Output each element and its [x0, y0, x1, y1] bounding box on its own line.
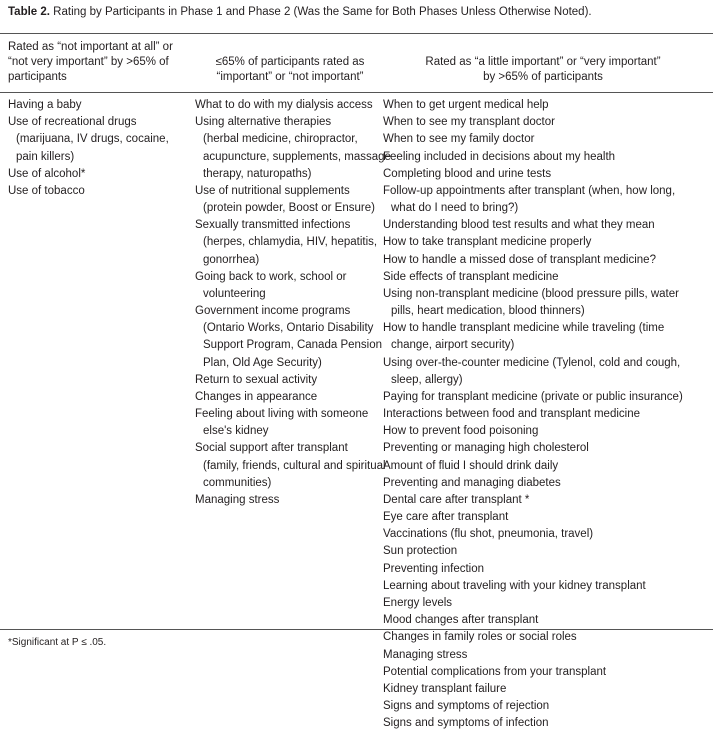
- header-line: Rated as “a little important” or “very important”: [425, 56, 661, 68]
- table-item: [8, 97, 169, 114]
- table-item: [383, 149, 683, 166]
- item-line: Amount of fluid I should drink daily: [383, 459, 559, 472]
- item-line: change, airport security): [391, 339, 515, 352]
- table-title: Rating by Participants in Phase 1 and Phase 2 (Was the Same for Both Phases Unless Otherwise Noted).: [53, 6, 592, 18]
- table-item: [383, 440, 683, 457]
- table-item: [383, 509, 683, 526]
- table-item: [195, 492, 391, 509]
- item-line: Using over-the-counter medicine (Tylenol, cold and cough,: [383, 356, 681, 369]
- table-item: [8, 114, 169, 166]
- item-line: Signs and symptoms of infection: [383, 717, 549, 730]
- item-line: communities): [203, 476, 272, 489]
- table-item: [383, 183, 683, 217]
- item-line: Use of recreational drugs: [8, 116, 137, 129]
- table-item: [383, 698, 683, 715]
- table-item: [383, 647, 683, 664]
- header-line: Rated as “not important at all” or: [8, 41, 173, 53]
- item-line: When to see my family doctor: [383, 133, 535, 146]
- table-item: [195, 183, 391, 217]
- table-item: [195, 97, 391, 114]
- item-line: (marijuana, IV drugs, cocaine,: [16, 133, 169, 146]
- top-rule: [0, 33, 713, 34]
- item-line: Plan, Old Age Security): [203, 356, 322, 369]
- table-item: [383, 629, 683, 646]
- item-line: Return to sexual activity: [195, 373, 318, 386]
- item-line: Feeling included in decisions about my health: [383, 150, 616, 163]
- header-line: by >65% of participants: [483, 71, 603, 83]
- table-item: [383, 166, 683, 183]
- table-item: [383, 252, 683, 269]
- table-item: [383, 131, 683, 148]
- item-line: Support Program, Canada Pension: [203, 339, 382, 352]
- table-item: [8, 166, 169, 183]
- table-item: [195, 440, 391, 492]
- item-line: gonorrhea): [203, 253, 260, 266]
- table-item: [383, 234, 683, 251]
- header-line: “not very important” by >65% of: [8, 56, 169, 68]
- header-not-important: [8, 40, 173, 85]
- item-line: Going back to work, school or: [195, 270, 347, 283]
- item-line: Feeling about living with someone: [195, 408, 369, 421]
- item-line: Government income programs: [195, 305, 351, 318]
- item-line: Interactions between food and transplant medicine: [383, 408, 640, 421]
- item-line: Preventing and managing diabetes: [383, 476, 561, 489]
- item-line: pain killers): [16, 150, 75, 163]
- table-item: [383, 526, 683, 543]
- item-line: Use of nutritional supplements: [195, 184, 350, 197]
- item-line: How to handle transplant medicine while traveling (time: [383, 322, 665, 335]
- table-item: [383, 681, 683, 698]
- item-line: Follow-up appointments after transplant (when, how long,: [383, 184, 676, 197]
- item-line: (Ontario Works, Ontario Disability: [203, 322, 374, 335]
- table-item: [383, 97, 683, 114]
- item-line: what do I need to bring?): [391, 202, 519, 215]
- item-line: Managing stress: [383, 648, 468, 661]
- item-line: When to see my transplant doctor: [383, 116, 555, 129]
- item-line: acupuncture, supplements, massage: [203, 150, 391, 163]
- header-mixed: [195, 55, 385, 85]
- item-line: Changes in appearance: [195, 390, 318, 403]
- column-not-important: [8, 97, 169, 200]
- table-item: [383, 612, 683, 629]
- header-line: “important” or “not important”: [216, 71, 364, 83]
- table-item: [195, 389, 391, 406]
- item-line: Using alternative therapies: [195, 116, 332, 129]
- item-line: Dental care after transplant *: [383, 493, 530, 506]
- item-line: (herbal medicine, chiropractor,: [203, 133, 358, 146]
- item-line: Use of alcohol*: [8, 167, 86, 180]
- item-line: Potential complications from your transplant: [383, 665, 607, 678]
- column-important: [383, 97, 683, 732]
- item-line: When to get urgent medical help: [383, 99, 549, 111]
- item-line: (protein powder, Boost or Ensure): [203, 202, 375, 215]
- item-line: Having a baby: [8, 99, 82, 111]
- item-line: Using non-transplant medicine (blood pressure pills, water: [383, 287, 679, 300]
- table-item: [383, 423, 683, 440]
- item-line: volunteering: [203, 287, 266, 300]
- item-line: Managing stress: [195, 493, 280, 506]
- table-item: [195, 303, 391, 372]
- table-label: Table 2.: [8, 6, 50, 18]
- item-line: Mood changes after transplant: [383, 614, 539, 627]
- item-line: Learning about traveling with your kidney transplant: [383, 579, 646, 592]
- item-line: Side effects of transplant medicine: [383, 270, 559, 283]
- item-line: How to prevent food poisoning: [383, 425, 539, 438]
- item-line: (herpes, chlamydia, HIV, hepatitis,: [203, 236, 378, 249]
- table-item: [383, 269, 683, 286]
- item-line: sleep, allergy): [391, 373, 463, 386]
- table-item: [383, 543, 683, 560]
- table-item: [383, 217, 683, 234]
- table-item: [383, 578, 683, 595]
- item-line: Kidney transplant failure: [383, 682, 507, 695]
- item-line: therapy, naturopaths): [203, 167, 312, 180]
- table-item: [383, 715, 683, 732]
- table-item: [383, 595, 683, 612]
- column-mixed: [195, 97, 391, 509]
- table-item: [383, 664, 683, 681]
- table-item: [195, 114, 391, 183]
- item-line: Changes in family roles or social roles: [383, 631, 577, 644]
- table-item: [383, 406, 683, 423]
- item-line: Social support after transplant: [195, 442, 348, 455]
- table-item: [383, 286, 683, 320]
- table-item: [195, 372, 391, 389]
- header-line: participants: [8, 71, 67, 83]
- table-item: [383, 320, 683, 354]
- table-item: [383, 492, 683, 509]
- item-line: Paying for transplant medicine (private or public insurance): [383, 390, 683, 403]
- item-line: How to take transplant medicine properly: [383, 236, 592, 249]
- footnote: *Significant at P ≤ .05.: [8, 637, 107, 648]
- item-line: Preventing or managing high cholesterol: [383, 442, 589, 455]
- table-item: [8, 183, 169, 200]
- table-item: [383, 475, 683, 492]
- item-line: Vaccinations (flu shot, pneumonia, travel): [383, 528, 594, 541]
- item-line: Understanding blood test results and what they mean: [383, 219, 655, 232]
- table-item: [383, 458, 683, 475]
- table-item: [383, 389, 683, 406]
- item-line: Preventing infection: [383, 562, 485, 575]
- bottom-rule: [0, 629, 713, 630]
- table-item: [383, 355, 683, 389]
- item-line: Sun protection: [383, 545, 458, 558]
- table-item: [383, 561, 683, 578]
- item-line: Energy levels: [383, 596, 453, 609]
- header-line: ≤65% of participants rated as: [215, 56, 365, 68]
- table-item: [195, 217, 391, 269]
- item-line: (family, friends, cultural and spiritual: [203, 459, 386, 472]
- table-item: [383, 114, 683, 131]
- header-rule: [0, 92, 713, 93]
- item-line: Sexually transmitted infections: [195, 219, 351, 232]
- item-line: Eye care after transplant: [383, 511, 509, 524]
- item-line: Signs and symptoms of rejection: [383, 700, 550, 713]
- item-line: Use of tobacco: [8, 184, 85, 197]
- item-line: else's kidney: [203, 425, 269, 438]
- table-item: [195, 406, 391, 440]
- item-line: Completing blood and urine tests: [383, 167, 552, 180]
- table-caption: [8, 6, 592, 18]
- item-line: How to handle a missed dose of transplant medicine?: [383, 253, 656, 266]
- item-line: pills, heart medication, blood thinners): [391, 305, 585, 318]
- table-item: [195, 269, 391, 303]
- header-important: [383, 55, 703, 85]
- item-line: What to do with my dialysis access: [195, 99, 373, 111]
